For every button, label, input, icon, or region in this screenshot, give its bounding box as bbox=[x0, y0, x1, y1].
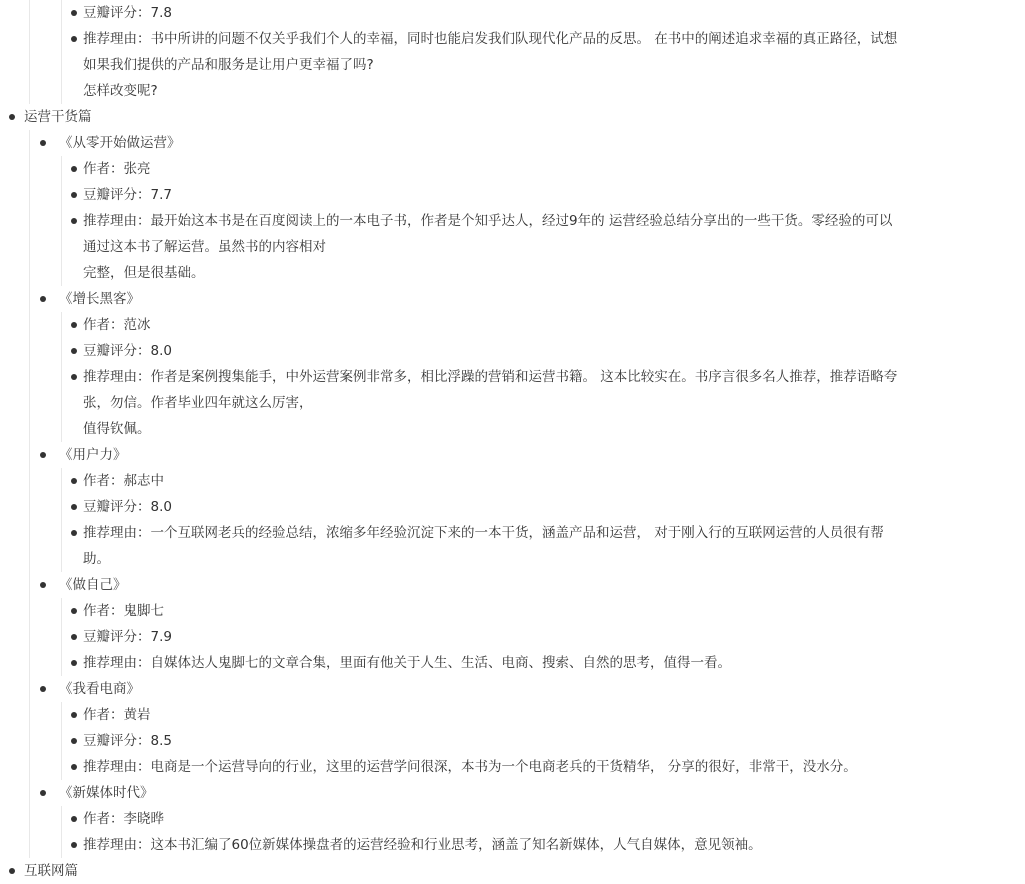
book-field-text: 作者：鬼脚七 bbox=[83, 603, 164, 619]
nested-list-guide bbox=[61, 598, 62, 676]
nested-list-guide bbox=[61, 156, 62, 286]
book-field-text: 作者：郝志中 bbox=[83, 473, 164, 489]
book-field-continuation bbox=[0, 416, 1025, 442]
book-title bbox=[0, 676, 1025, 702]
bullet-icon bbox=[71, 634, 77, 640]
book-field-text: 推荐理由：最开始这本书是在百度阅读上的一本电子书，作者是个知乎达人，经过9年的 运营经验总结分享出的一些干货。零经验的可以 bbox=[83, 213, 893, 229]
book-field bbox=[0, 468, 1025, 494]
bullet-icon bbox=[71, 816, 77, 822]
book-field bbox=[0, 754, 1025, 780]
book-field-text: 豆瓣评分：7.7 bbox=[83, 187, 172, 203]
book-field bbox=[0, 338, 1025, 364]
book-field bbox=[0, 650, 1025, 676]
bullet-icon bbox=[71, 166, 77, 172]
bullet-icon bbox=[71, 374, 77, 380]
bullet-icon bbox=[71, 348, 77, 354]
book-field bbox=[0, 0, 1025, 26]
bullet-icon bbox=[40, 790, 46, 796]
list-guide bbox=[29, 0, 30, 104]
nested-list-guide bbox=[61, 468, 62, 572]
book-title bbox=[0, 780, 1025, 806]
book-title-text: 《增长黑客》 bbox=[59, 291, 140, 307]
section-heading bbox=[0, 858, 1025, 884]
book-field bbox=[0, 832, 1025, 858]
bullet-icon bbox=[71, 192, 77, 198]
bullet-icon bbox=[40, 452, 46, 458]
book-field-text: 豆瓣评分：8.0 bbox=[83, 343, 172, 359]
book-field bbox=[0, 208, 1025, 234]
bullet-icon bbox=[40, 686, 46, 692]
book-field-continuation-text: 值得钦佩。 bbox=[83, 421, 151, 437]
book-field-continuation bbox=[0, 78, 1025, 104]
book-title-text: 《新媒体时代》 bbox=[59, 785, 154, 801]
book-field-text: 推荐理由：作者是案例搜集能手，中外运营案例非常多，相比浮躁的营销和运营书籍。 这本比较实在。书序言很多名人推荐，推荐语略夸 bbox=[83, 369, 898, 385]
bullet-icon bbox=[71, 10, 77, 16]
book-field-text: 作者：张亮 bbox=[83, 161, 151, 177]
bullet-icon bbox=[40, 140, 46, 146]
book-title-text: 《用户力》 bbox=[59, 447, 127, 463]
book-field-text: 作者：范冰 bbox=[83, 317, 151, 333]
book-field bbox=[0, 702, 1025, 728]
book-field-continuation bbox=[0, 546, 1025, 572]
nested-list-guide bbox=[61, 806, 62, 858]
book-field-text: 豆瓣评分：8.5 bbox=[83, 733, 172, 749]
book-field bbox=[0, 182, 1025, 208]
list-guide bbox=[29, 130, 30, 858]
book-field bbox=[0, 494, 1025, 520]
book-field-continuation bbox=[0, 260, 1025, 286]
book-field bbox=[0, 624, 1025, 650]
book-title-text: 《从零开始做运营》 bbox=[59, 135, 181, 151]
bullet-icon bbox=[71, 764, 77, 770]
book-field-text: 推荐理由：书中所讲的问题不仅关乎我们个人的幸福，同时也能启发我们队现代化产品的反思。 在书中的阐述追求幸福的真正路径，试想 bbox=[83, 31, 898, 47]
bullet-icon bbox=[71, 712, 77, 718]
book-title-text: 《我看电商》 bbox=[59, 681, 140, 697]
book-field bbox=[0, 728, 1025, 754]
book-field bbox=[0, 156, 1025, 182]
section-heading-text: 运营干货篇 bbox=[24, 109, 92, 125]
nested-list-guide bbox=[61, 0, 62, 104]
book-field-text: 作者：李晓晔 bbox=[83, 811, 164, 827]
bullet-icon bbox=[71, 504, 77, 510]
bullet-icon bbox=[71, 36, 77, 42]
book-field-continuation-text: 完整，但是很基础。 bbox=[83, 265, 205, 281]
bullet-icon bbox=[71, 478, 77, 484]
book-title bbox=[0, 286, 1025, 312]
book-field-continuation bbox=[0, 52, 1025, 78]
book-field-continuation-text: 张，勿信。作者毕业四年就这么厉害， bbox=[83, 395, 313, 411]
nested-list-guide bbox=[61, 312, 62, 442]
book-title-text: 《做自己》 bbox=[59, 577, 127, 593]
book-field-text: 推荐理由：这本书汇编了60位新媒体操盘者的运营经验和行业思考，涵盖了知名新媒体，人气自媒体，意见领袖。 bbox=[83, 837, 762, 853]
bullet-icon bbox=[71, 608, 77, 614]
book-field-text: 推荐理由：一个互联网老兵的经验总结，浓缩多年经验沉淀下来的一本干货，涵盖产品和运营， 对于刚入行的互联网运营的人员很有帮 bbox=[83, 525, 884, 541]
book-field bbox=[0, 520, 1025, 546]
book-title bbox=[0, 130, 1025, 156]
book-field-text: 推荐理由：电商是一个运营导向的行业，这里的运营学问很深，本书为一个电商老兵的干货精华， 分享的很好，非常干，没水分。 bbox=[83, 759, 857, 775]
book-field bbox=[0, 806, 1025, 832]
book-title bbox=[0, 572, 1025, 598]
book-field bbox=[0, 312, 1025, 338]
bullet-icon bbox=[71, 660, 77, 666]
book-field-continuation bbox=[0, 234, 1025, 260]
section-heading bbox=[0, 104, 1025, 130]
book-field-continuation-text: 怎样改变呢? bbox=[83, 83, 158, 99]
bullet-icon bbox=[71, 530, 77, 536]
book-field-continuation bbox=[0, 390, 1025, 416]
book-field-text: 推荐理由：自媒体达人鬼脚七的文章合集，里面有他关于人生、生活、电商、搜索、自然的思考，值得一看。 bbox=[83, 655, 731, 671]
bullet-icon bbox=[71, 738, 77, 744]
nested-list-guide bbox=[61, 702, 62, 780]
bullet-icon bbox=[71, 218, 77, 224]
book-title bbox=[0, 442, 1025, 468]
bullet-icon bbox=[40, 582, 46, 588]
book-field-text: 作者：黄岩 bbox=[83, 707, 151, 723]
bullet-icon bbox=[9, 114, 15, 120]
book-field bbox=[0, 364, 1025, 390]
section-heading-text: 互联网篇 bbox=[24, 863, 78, 879]
book-field bbox=[0, 26, 1025, 52]
bullet-icon bbox=[71, 842, 77, 848]
book-field bbox=[0, 598, 1025, 624]
book-field-text: 豆瓣评分：7.8 bbox=[83, 5, 172, 21]
book-field-continuation-text: 助。 bbox=[83, 551, 110, 567]
bullet-icon bbox=[71, 322, 77, 328]
bullet-icon bbox=[40, 296, 46, 302]
bullet-icon bbox=[9, 868, 15, 874]
book-field-text: 豆瓣评分：8.0 bbox=[83, 499, 172, 515]
book-field-continuation-text: 通过这本书了解运营。虽然书的内容相对 bbox=[83, 239, 326, 255]
book-field-text: 豆瓣评分：7.9 bbox=[83, 629, 172, 645]
book-field-continuation-text: 如果我们提供的产品和服务是让用户更幸福了吗? bbox=[83, 57, 374, 73]
